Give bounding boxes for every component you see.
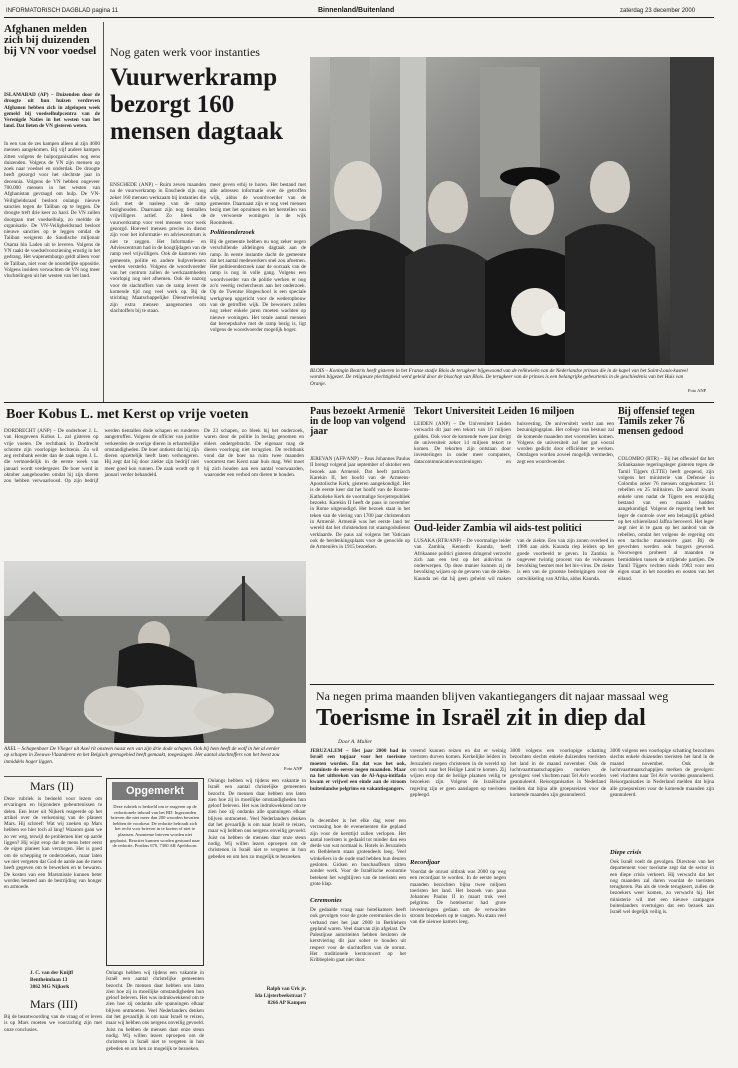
- tamils-headline: Bij offensief tegen Tamils zeker 76 mensen gedood: [618, 406, 695, 438]
- israel-subhead-crisis: Diepe crisis: [610, 849, 642, 856]
- axel-photo-image: [4, 561, 306, 743]
- israel-subhead-ceremonies: Ceremonies: [310, 897, 342, 904]
- opgemerkt-sig-line2: Ida Lijsterbeekstraat 7: [254, 993, 306, 999]
- kobus-body-2: De 23 schapen, zo bleek bij het onderzoek, waren door de politie in beslag genomen en elders ondergebracht. De eigenaar mag de dieren voorlopig niet terugzien. De rechtbank vond dat de boer na ruim twee maanden voorarrest met Kerst naar huis mag. Wel moet hij zich houden aan een aantal voorwaarden, waaronder een verbod om dieren te houden.: [204, 428, 304, 479]
- israel-subhead-recordjaar: Recordjaar: [410, 859, 440, 866]
- kobus-body: DORDRECHT (ANP) – De onderboer J. L. van Hoogeveen Kobus L. zal gisteren op vrije voeten. De rechtbank in Dordrecht schorste zijn voorlopige hechtenis. Zo wil zeg rechtbank eerder dan de zaak tegen J. L. die vermoedelijk in de eerste week van januari wordt verdergezet. De boer werd in oktober aangehouden omdat hij zijn dieren zou hebben verwaarloosd. Op zijn bedrijf werden tientallen dode schapen en runderen aangetroffen. Volgens de officier van justitie verkeerden de overige dieren in erbarmelijke omstandigheden. De boer ontkent dat hij zijn dieren opzettelijk heeft laten verhongeren. Hij zegt dat hij door ziekte zijn bedrijf niet meer goed kon runnen. De zaak wordt op 8 januari verder behandeld.: [4, 428, 199, 485]
- ramp-body-b2: Bij de gemeente hebben nu nog zeker negen verschillende afdelingen dagtaak aan de ramp. In eerste instantie dacht de gemeente dat het aantal medewerkers snel zou afnemen. Het politieonderzoek naar de oorzaak van de ramp is nog in volle gang. Volgens een woordvoerder van de politie werken er nog zo'n veertig rechercheurs aan het onderzoek. Op de Twentse Hogeschool is een speciale werkgroep opgericht voor de wederopbouw van de getroffen wijk. De bewoners zullen nog zeker enkele jaren moeten wachten op nieuwe woningen. Het totale aantal mensen dat beroepshalve met de ramp bezig is, ligt volgens de woordvoerder mogelijk hoger.: [210, 239, 306, 334]
- mars-body-3: Bij de beantwoording van de vraag of er leven is op Mars moeten we voorzichtig zijn met onze conclusies.: [4, 1014, 102, 1033]
- israel-body-5: 3000 volgens een voorlopige schatting bezochten slechts enkele duizenden toeristen het land in de maand november. Ook de luchtvaartmaatschappijen merken de gevolgen: veel vluchten naar Tel Aviv worden geannuleerd. Reisorganisaties in Nederland melden dat bijna alle groepsreizen voor de komende maanden zijn geannuleerd.: [510, 748, 606, 799]
- blois-photo: [310, 57, 714, 365]
- israel-body-5b: [610, 748, 714, 848]
- israel-body-6: Ook Israël voelt de gevolgen. Directeur van het departement voor toerisme zegt dat de sector in een diepe crisis verkeert. Hij verwacht dat het nog maanden zal duren voordat de toeristen terugkeren. Pas als de vrede terugkeert, zullen de bezoekers weer komen, zo verwacht hij. Het ministerie wil met een nieuwe campagne buitenlanders overtuigen dat een bezoek aan Israël wel degelijk veilig is.: [610, 859, 714, 916]
- leiden-rule: [414, 520, 614, 521]
- opgemerkt-sig-line3: 8266 AP Kampen: [267, 1000, 306, 1006]
- mars-address-1: Bentheimlaan 13: [30, 977, 68, 983]
- tamils-body: COLOMBO (RTR) – Bij het offensief dat het Srilankaanse regeringsleger gisteren tegen de Tamil Tijgers (LTTE) heeft geopend, zijn volgens het ministerie van Defensie in Colombo zeker 76 mensen omgekomen: 51 rebellen en 25 militairen. De aanval kwam enkele uren nadat de Tijgers een eenzijdig bestand van een maand hadden aangekondigd. Volgens de regering heeft het leger de controle over een belangrijk gebied op het schiereiland Jaffna heroverd. Het leger zegt niet in te gaan op het aanbod van de rebellen, omdat het volgens de regering om een tactische manoeuvre gaat. Bij de gevechten werden ook burgers gewond. Noorwegen probeert al maanden te bemiddelen tussen de strijdende partijen. De Tamil Tijgers vechten sinds 1983 voor een eigen staat in het noorden en oosten van het eiland.: [618, 456, 714, 582]
- mars-body: Deze rubriek is bedoeld voor lezers om ervaringen en bijzondere gebeurtenissen te delen. Een lezer uit Nijkerk reageerde op het artikel over de verkenning van de planeet Mars. Hij schreef: Wat wij zoeken op Mars hebben we hier toch al lang! Waarom gaan we zo ver weg, terwijl de problemen hier op aarde liggen? Hij wijst erop dat de mens beter eerst de eigen planeet kan verzorgen. Het is goed om de schepping te onderzoeken, maar laten we niet vergeten dat God de aarde aan de mens heeft gegeven om te bewerken en te bewaren. De kosten van een Marsmissie kunnen beter worden besteed aan de bestrijding van honger en armoede.: [4, 796, 102, 891]
- israel-headline: Toerisme in Israël zit in diep dal: [316, 705, 646, 731]
- blois-caption: BLOIS – Koningin Beatrix heeft gisteren in het Franse stadje Blois de terugkeer bijgewoond van de relikwieën van de Nederlandse prinses die in de kapel van het Saint-Louis-kasteel worden bijgezet. De religieuze plechtigheid werd geleid door de bisschop van Blois. De terugkeer van de prinses is een belangrijke gebeurtenis in de geschiedenis van het Huis van Oranje.: [310, 368, 688, 387]
- afghan-lead: ISLAMABAD (AP) – Duizenden door de droogte uit hun huizen verdreven Afghanen hebben zich in afgelopen week gemeld bij voedselhulpcentra van de Verenigde Naties in het westen van het land. Dat lieten de VN gisteren weten.: [4, 92, 100, 130]
- opgemerkt-body: Onlangs hebben wij tijdens een vakantie in Israël een aantal christelijke gemeenten bezocht. De mensen daar hebben ons laten zien hoe zij in moeilijke omstandigheden hun geloof beleven. Het was indrukwekkend om te zien hoe zij ondanks alle spanningen elkaar blijven ontmoeten. Veel Nederlanders denken dat het gevaarlijk is om naar Israël te reizen, maar wij hebben ons nergens onveilig gevoeld. Juist nu hebben de mensen daar onze steun nodig. Wij willen lezers oproepen om de christenen in Israël niet te vergeten in hun gebeden en om hen zo mogelijk te bezoeken.: [106, 970, 204, 1052]
- kobus-headline: Boer Kobus L. met Kerst op vrije voeten: [6, 407, 249, 422]
- israel-body-1: In december is het elke dag weer een verrassing hoe de evenementen die gepland zijn voor de kersttijd zullen verlopen. Het aantal toeristen is gedaald tot minder dan een derde van wat normaal is. Hotels in Jeruzalem en Bethlehem staan grotendeels leeg. Veel winkeliers in de oude stad hebben hun deuren gesloten. Gidsen en buschauffeurs zitten zonder werk. Voor de Israëlische economie betekent het wegblijven van de toeristen een grote klap.: [310, 818, 406, 887]
- israel-body-3: vreemd kunnen reizen en dat er weinig toeristen durven komen. Kerkelijke leiders in Jeruzalem roepen christenen in de wereld op om toch naar het Heilige Land te komen. Zij wijzen erop dat de heilige plaatsen veilig te bezoeken zijn. Volgens de Israëlische regering zijn er geen aanslagen op toeristen gepleegd.: [410, 748, 506, 799]
- blois-photo-image: [310, 57, 714, 365]
- afghan-body: In een van de zes kampen alleen al zijn 4600 mensen aangekomen. Bij vijf andere kampen zitten volgens de hulporganisaties nog eens duizenden. Volgens de VN zijn mensen op zoek naar voedsel en onderdak. De droogte heeft gezorgd voor het slechtste jaar in decennia. Volgens de VN hebben ongeveer 700.000 mensen in het westen van Afghanistan gevraagd om hulp. De VN-Veiligheidsraad besloot onlangs nieuwe sancties tegen de Taliban op te leggen. De droogte treft drie keer zo hard. De VN zullen doorgaan met voedselhulp, zo meldde de organisatie. De VN-Veiligheidsraad besloot nieuwe sancties op te leggen omdat de Taliban weigeren de Saudische miljonair Osama bin Laden uit te leveren. Volgens de VN raakt de voedselvoorziening ernstig in het gedrang. Het wapenembargo geldt alleen voor de Taliban, niet voor de noordelijke oppositie. Volgens insiders verwachten de VN nog meer vluchtelingen uit het westen van het land.: [4, 141, 100, 280]
- israel-body-2: De gedaalde vraag naar hotelkamers heeft ook gevolgen voor de grote ceremonies die in verband met het jaar 2000 in Bethlehem gepland waren. Veel daarvan zijn afgelast. De Palestijnse autoriteiten hebben besloten de kerstviering dit jaar sober te houden uit respect voor de slachtoffers van de onrust. Het traditionele kerstconcert op het Kribbeplein gaat niet door.: [310, 907, 406, 964]
- ramp-kicker: Nog gaten werk voor instanties: [110, 45, 260, 59]
- zambia-headline: Oud-leider Zambia wil aids-test politici: [414, 523, 582, 534]
- israel-body-4: Voordat de onrust uitbrak was 2000 op weg een recordjaar te worden. In de eerste negen maanden bezochten bijna twee miljoen toeristen het land. Het bezoek van paus Johannes Paulus II in maart trok veel pelgrims. De hotelsector had grote investeringen gedaan om de verwachte stroom bezoekers op te vangen. Nu staan veel van die nieuwe kamers leeg.: [410, 869, 506, 926]
- mars-title: Mars (II): [30, 779, 74, 793]
- opgemerkt-body-cont: [208, 778, 306, 984]
- header-left: INFORMATORISCH DAGBLAD pagina 11: [6, 8, 119, 14]
- header-rule: [4, 17, 714, 18]
- opgemerkt-intro: Deze rubriek is bedoeld om te reageren op de redactionele inhoud van het RD. Ingezonden brieven die niet meer dan 200 woorden bevatten hebben de voorkeur. De redactie behoudt zich het recht voor brieven in te korten of niet te plaatsen. Anonieme brieven worden niet geplaatst. Reacties kunnen worden gestuurd naar de redactie, Postbus 670, 7300 AR Apeldoorn.: [110, 804, 200, 849]
- mars-signature: J. C. van der Knijff: [30, 970, 74, 976]
- ramp-subhead: Politieonderzoek: [210, 229, 255, 236]
- mars-address-2: 3862 MG Nijkerk: [30, 984, 70, 990]
- mars-rule: [4, 776, 102, 777]
- leiden-body: LEIDEN (ANP) – De Universiteit Leiden verwacht dit jaar een tekort van 16 miljoen gulden. Ook voor de komende twee jaar dreigt de universiteit zeker 14 miljoen tekort te komen. De tekorten zijn ontstaan door investeringen in onder meer computers, datacommunicatievoorzieningen en huisvesting. De universiteit werkt aan een bezuinigingsplan. Het college van bestuur zal de komende maanden met voorstellen komen. Volgens de universiteit zal het gat vooral worden gedicht door efficiënter te werken. Ontslagen worden zoveel mogelijk vermeden, zegt een woordvoerder.: [414, 421, 614, 465]
- armenia-headline: Paus bezoekt Armenië in de loop van volgend jaar: [310, 406, 406, 438]
- israel-lead: JERUZALEM – Het jaar 2000 had in Israël een topjaar voor het toerisme moeten worden. En dat was het ook, tenminste de eerste negen maanden. Maar na het uitbreken van de Al-Aqsa-intifada kwam er vrijwel een einde aan de stroom buitenlandse pelgrims en vakantiegangers.: [310, 748, 406, 792]
- header-date: zaterdag 23 december 2000: [620, 8, 696, 14]
- zambia-body: LUSAKA (RTR/ANP) – De voormalige leider van Zambia, Kenneth Kaunda, heeft Afrikaanse politici gisteren dringend verzocht zich aan een test op het aidsvirus te onderwerpen. Op deze manier kunnen zij de bevolking wijzen op de gevaren van de ziekte. Kaunda zei dat hij geen geheim wil maken van de ziekte. Een van zijn zonen overleed in 1986 aan aids. Kaunda riep leiders op het goede voorbeeld te geven. In Zambia is ongeveer twintig procent van de volwassen bevolking besmet met het hiv-virus. De ziekte is een van de grootste bedreigingen voor de ontwikkeling van Afrika, aldus Kaunda.: [414, 538, 614, 582]
- opgemerkt-signature: Ralph van Urk jr.: [266, 986, 306, 992]
- ramp-body-a: ENSCHEDE (ANP) – Ruim zeven maanden na de vuurwerkramp in Enschede zijn nog zeker 160 mensen werkzaam bij instanties die zich met de nasleep van de ramp bezighouden. Daarnaast zijn nog tientallen vrijwilligers actief. Zo bleek de vuurwerkramp voor veel mensen voor werk gezorgd. Hoeveel mensen precies in dienst zijn voor het informatie- en adviescentrum is niet te zeggen. Het Informatie- en Adviescentrum had in de hoogtijdagen van de ramp veel vrijwilligers. Ook de kantoren van gemeente, politie en andere hulpverleners werden versterkt. Volgens de woordvoerder van het centrum zullen de werkzaamheden voorlopig nog niet afnemen. Ook de nazorg voor de slachtoffers van de ramp levert de komende tijd nog veel werk op. Bij de stichting Maatschappelijke Dienstverlening zijn extra mensen aangenomen om slachtoffers bij te staan.: [110, 182, 206, 314]
- opgemerkt-tag: Opgemerkt: [112, 782, 198, 800]
- leiden-headline: Tekort Universiteit Leiden 16 miljoen: [414, 406, 575, 417]
- axel-photo: [4, 561, 306, 743]
- section-rule-1: [4, 402, 714, 403]
- israel-byline: Door A. Muller: [338, 739, 372, 745]
- mars-title-3: Mars (III): [30, 997, 78, 1011]
- column-rule: [103, 22, 104, 402]
- section-rule-2: [310, 684, 714, 685]
- axel-credit: Foto ANP: [284, 766, 303, 771]
- israel-body-5b-text: 3000 volgens een voorlopige schatting bezochten slechts enkele duizenden toeristen het land in de maand november. Ook de luchtvaartmaatschappijen merken de gevolgen: veel vluchten naar Tel Aviv worden geannuleerd. Reisorganisaties in Nederland melden dat bijna alle groepsreizen voor de komende maanden zijn geannuleerd.: [610, 748, 714, 799]
- axel-caption: AXEL – Schapenboer De Vlieger uit Axel rit onsteen naast een van zijn drie dode schapen. Ook bij hem heeft de wolf in het al eerder op schapen in Zeeuws-Vlaanderen en het Belgisch grensgebied heeft gemaakt, toegeslagen. Het aantal slachtoffers van het beest zou inmiddels hoger liggen.: [4, 746, 280, 765]
- opgemerkt-body-cont-text: Onlangs hebben wij tijdens een vakantie in Israël een aantal christelijke gemeenten bezocht. De mensen daar hebben ons laten zien hoe zij in moeilijke omstandigheden hun geloof beleven. Het was indrukwekkend om te zien hoe zij ondanks alle spanningen elkaar blijven ontmoeten. Veel Nederlanders denken dat het gevaarlijk is om naar Israël te reizen, maar wij hebben ons nergens onveilig gevoeld. Juist nu hebben de mensen daar onze steun nodig. Wij willen lezers oproepen om de christenen in Israël niet te vergeten in hun gebeden en om hen zo mogelijk te bezoeken.: [208, 778, 306, 860]
- afghan-headline: Afghanen melden zich bij duizenden bij VN voor voedsel: [4, 23, 97, 58]
- header-section: Binnenland/Buitenland: [318, 7, 395, 14]
- blois-credit: Foto ANP: [688, 388, 707, 393]
- ramp-body-b: meer geven erbij te horen. Het bestand met alle adressen informatie over de getroffen wijk, aldus de woordvoerder van de gemeente. Daarnaast zijn er nog veel mensen bezig met het opruimen en het herstellen van de verwoeste woningen in de wijk Roombeek.: [210, 182, 306, 226]
- israel-kicker: Na negen prima maanden blijven vakantiegangers dit najaar massaal weg: [316, 689, 669, 703]
- armenia-body: JEREVAN (AFP/ANP) – Paus Johannes Paulus II brengt volgend jaar september of oktober een bezoek aan Armenië. Dat heeft patriarch Karekin II, het hoofd van de Armeens-Apostolische Kerk, gisteren aangekondigd. Het is de eerste keer dat het hoofd van de Rooms-Katholieke Kerk de voormalige Sovjetrepubliek bezoekt. Karekin II heeft de paus in november in Rome uitgenodigd. Het bezoek staat in het teken van de viering van 1700 jaar christendom in Armenië. Armenië was het eerste land ter wereld dat het christendom tot staatsgodsdienst verklaarde. De paus zal volgens het Vaticaan ook de herdenkingsplaats voor de genocide op de Armeniërs in 1915 bezoeken.: [310, 456, 410, 551]
- ramp-headline: Vuurwerkramp bezorgt 160 mensen dagtaak: [110, 64, 283, 145]
